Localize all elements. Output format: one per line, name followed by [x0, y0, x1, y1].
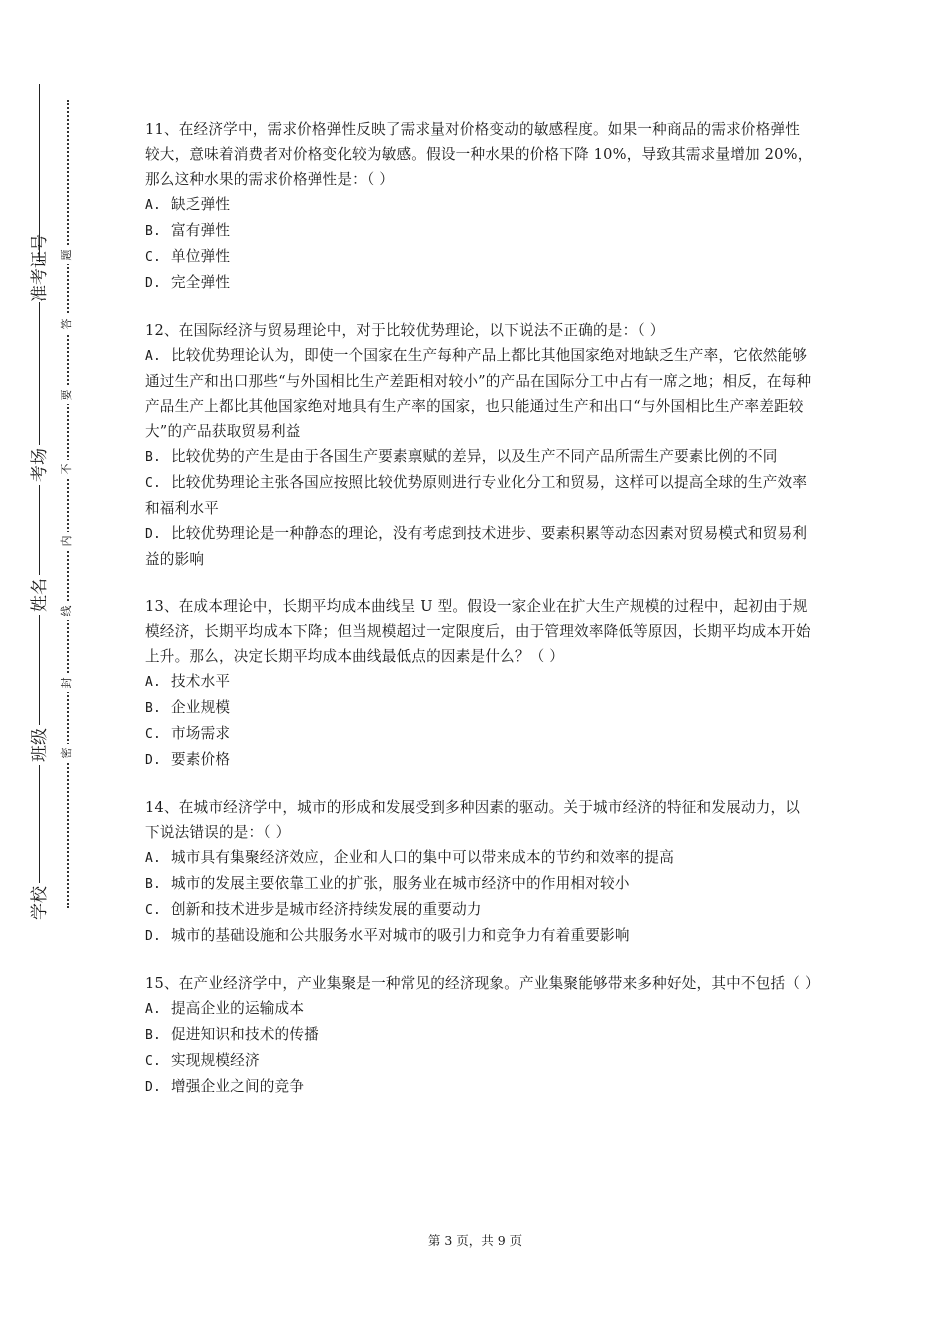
- binding-solid-line: [39, 84, 40, 920]
- seal-char: 线: [60, 602, 74, 620]
- option-d[interactable]: D. 城市的基础设施和公共服务水平对城市的吸引力和竞争力有着重要影响: [145, 927, 630, 944]
- question-list: [145, 117, 820, 1122]
- question-stem: 11、在经济学中，需求价格弹性反映了需求量对价格变动的敏感程度。如果一种商品的需求价格弹性较大，意味着消费者对价格变化较为敏感。假设一种水果的价格下降 10%，导致其需求量增加 20%，那么这种水果的需求价格弹性是：（ ）: [145, 121, 813, 188]
- seal-char: 密: [60, 744, 74, 762]
- seal-char: 不: [60, 460, 74, 478]
- seal-char: 内: [60, 532, 74, 550]
- option-a[interactable]: A. 比较优势理论认为，即使一个国家在生产每种产品上都比其他国家绝对地缺乏生产率，它依然能够通过生产和出口那些“与外国相比生产差距相对较小”的产品在国际分工中占有一席之地；相反，在每种产品生产上都比其他国家绝对地具有生产率的国家，也只能通过生产和出口“与外国相比生产率差距较大”的产品获取贸易利益: [145, 347, 812, 440]
- option-b[interactable]: B. 促进知识和技术的传播: [145, 1026, 319, 1043]
- question-stem: 12、在国际经济与贸易理论中，对于比较优势理论，以下说法不正确的是：（ ）: [145, 322, 665, 339]
- option-d[interactable]: D. 比较优势理论是一种静态的理论，没有考虑到技术进步、要素积累等动态因素对贸易模式和贸易利益的影响: [145, 525, 808, 568]
- question-11: [145, 117, 813, 296]
- binding-dotted-line: [67, 100, 69, 908]
- question-stem: 14、在城市经济学中，城市的形成和发展受到多种因素的驱动。关于城市经济的特征和发展动力，以下说法错误的是：（ ）: [145, 799, 801, 841]
- option-c[interactable]: C. 创新和技术进步是城市经济持续发展的重要动力: [145, 901, 482, 918]
- option-d[interactable]: D. 要素价格: [145, 751, 231, 768]
- option-b[interactable]: B. 比较优势的产生是由于各国生产要素禀赋的差异，以及生产不同产品所需生产要素比例的不同: [145, 448, 778, 465]
- binding-margin: [0, 0, 100, 1344]
- question-stem: 15、在产业经济学中，产业集聚是一种常见的经济现象。产业集聚能够带来多种好处，其中不包括（ ）: [145, 975, 820, 992]
- option-b[interactable]: B. 企业规模: [145, 699, 231, 716]
- field-exam-room-label: 考场: [30, 445, 50, 485]
- seal-char: 答: [60, 315, 74, 333]
- option-c[interactable]: C. 市场需求: [145, 725, 231, 742]
- option-d[interactable]: D. 完全弹性: [145, 274, 231, 291]
- seal-char: 封: [60, 674, 74, 692]
- field-class-label: 班级: [30, 725, 50, 765]
- question-stem: 13、在成本理论中，长期平均成本曲线呈 U 型。假设一家企业在扩大生产规模的过程中，起初由于规模经济，长期平均成本下降；但当规模超过一定限度后，由于管理效率降低等原因，长期平均成本开始上升。那么，决定长期平均成本曲线最低点的因素是什么？（ ）: [145, 598, 811, 665]
- question-13: [145, 594, 813, 773]
- field-exam-number-label: 准考证号: [30, 234, 50, 302]
- seal-char: 要: [60, 386, 74, 404]
- question-14: [145, 795, 813, 949]
- option-a[interactable]: A. 提高企业的运输成本: [145, 1000, 305, 1017]
- option-a[interactable]: A. 城市具有集聚经济效应，企业和人口的集中可以带来成本的节约和效率的提高: [145, 849, 674, 866]
- field-school-label: 学校: [30, 883, 50, 923]
- option-d[interactable]: D. 增强企业之间的竞争: [145, 1078, 305, 1095]
- question-15: [145, 971, 820, 1100]
- option-c[interactable]: C. 比较优势理论主张各国应按照比较优势原则进行专业化分工和贸易，这样可以提高全球的生产效率和福利水平: [145, 474, 808, 517]
- option-c[interactable]: C. 单位弹性: [145, 248, 231, 265]
- option-b[interactable]: B. 富有弹性: [145, 222, 231, 239]
- seal-char: 题: [60, 246, 74, 264]
- option-a[interactable]: A. 缺乏弹性: [145, 196, 231, 213]
- option-c[interactable]: C. 实现规模经济: [145, 1052, 260, 1069]
- question-12: [145, 318, 813, 572]
- option-a[interactable]: A. 技术水平: [145, 673, 231, 690]
- field-name-label: 姓名: [30, 575, 50, 615]
- page-number: 第 3 页，共 9 页: [427, 1233, 523, 1248]
- option-b[interactable]: B. 城市的发展主要依靠工业的扩张，服务业在城市经济中的作用相对较小: [145, 875, 630, 892]
